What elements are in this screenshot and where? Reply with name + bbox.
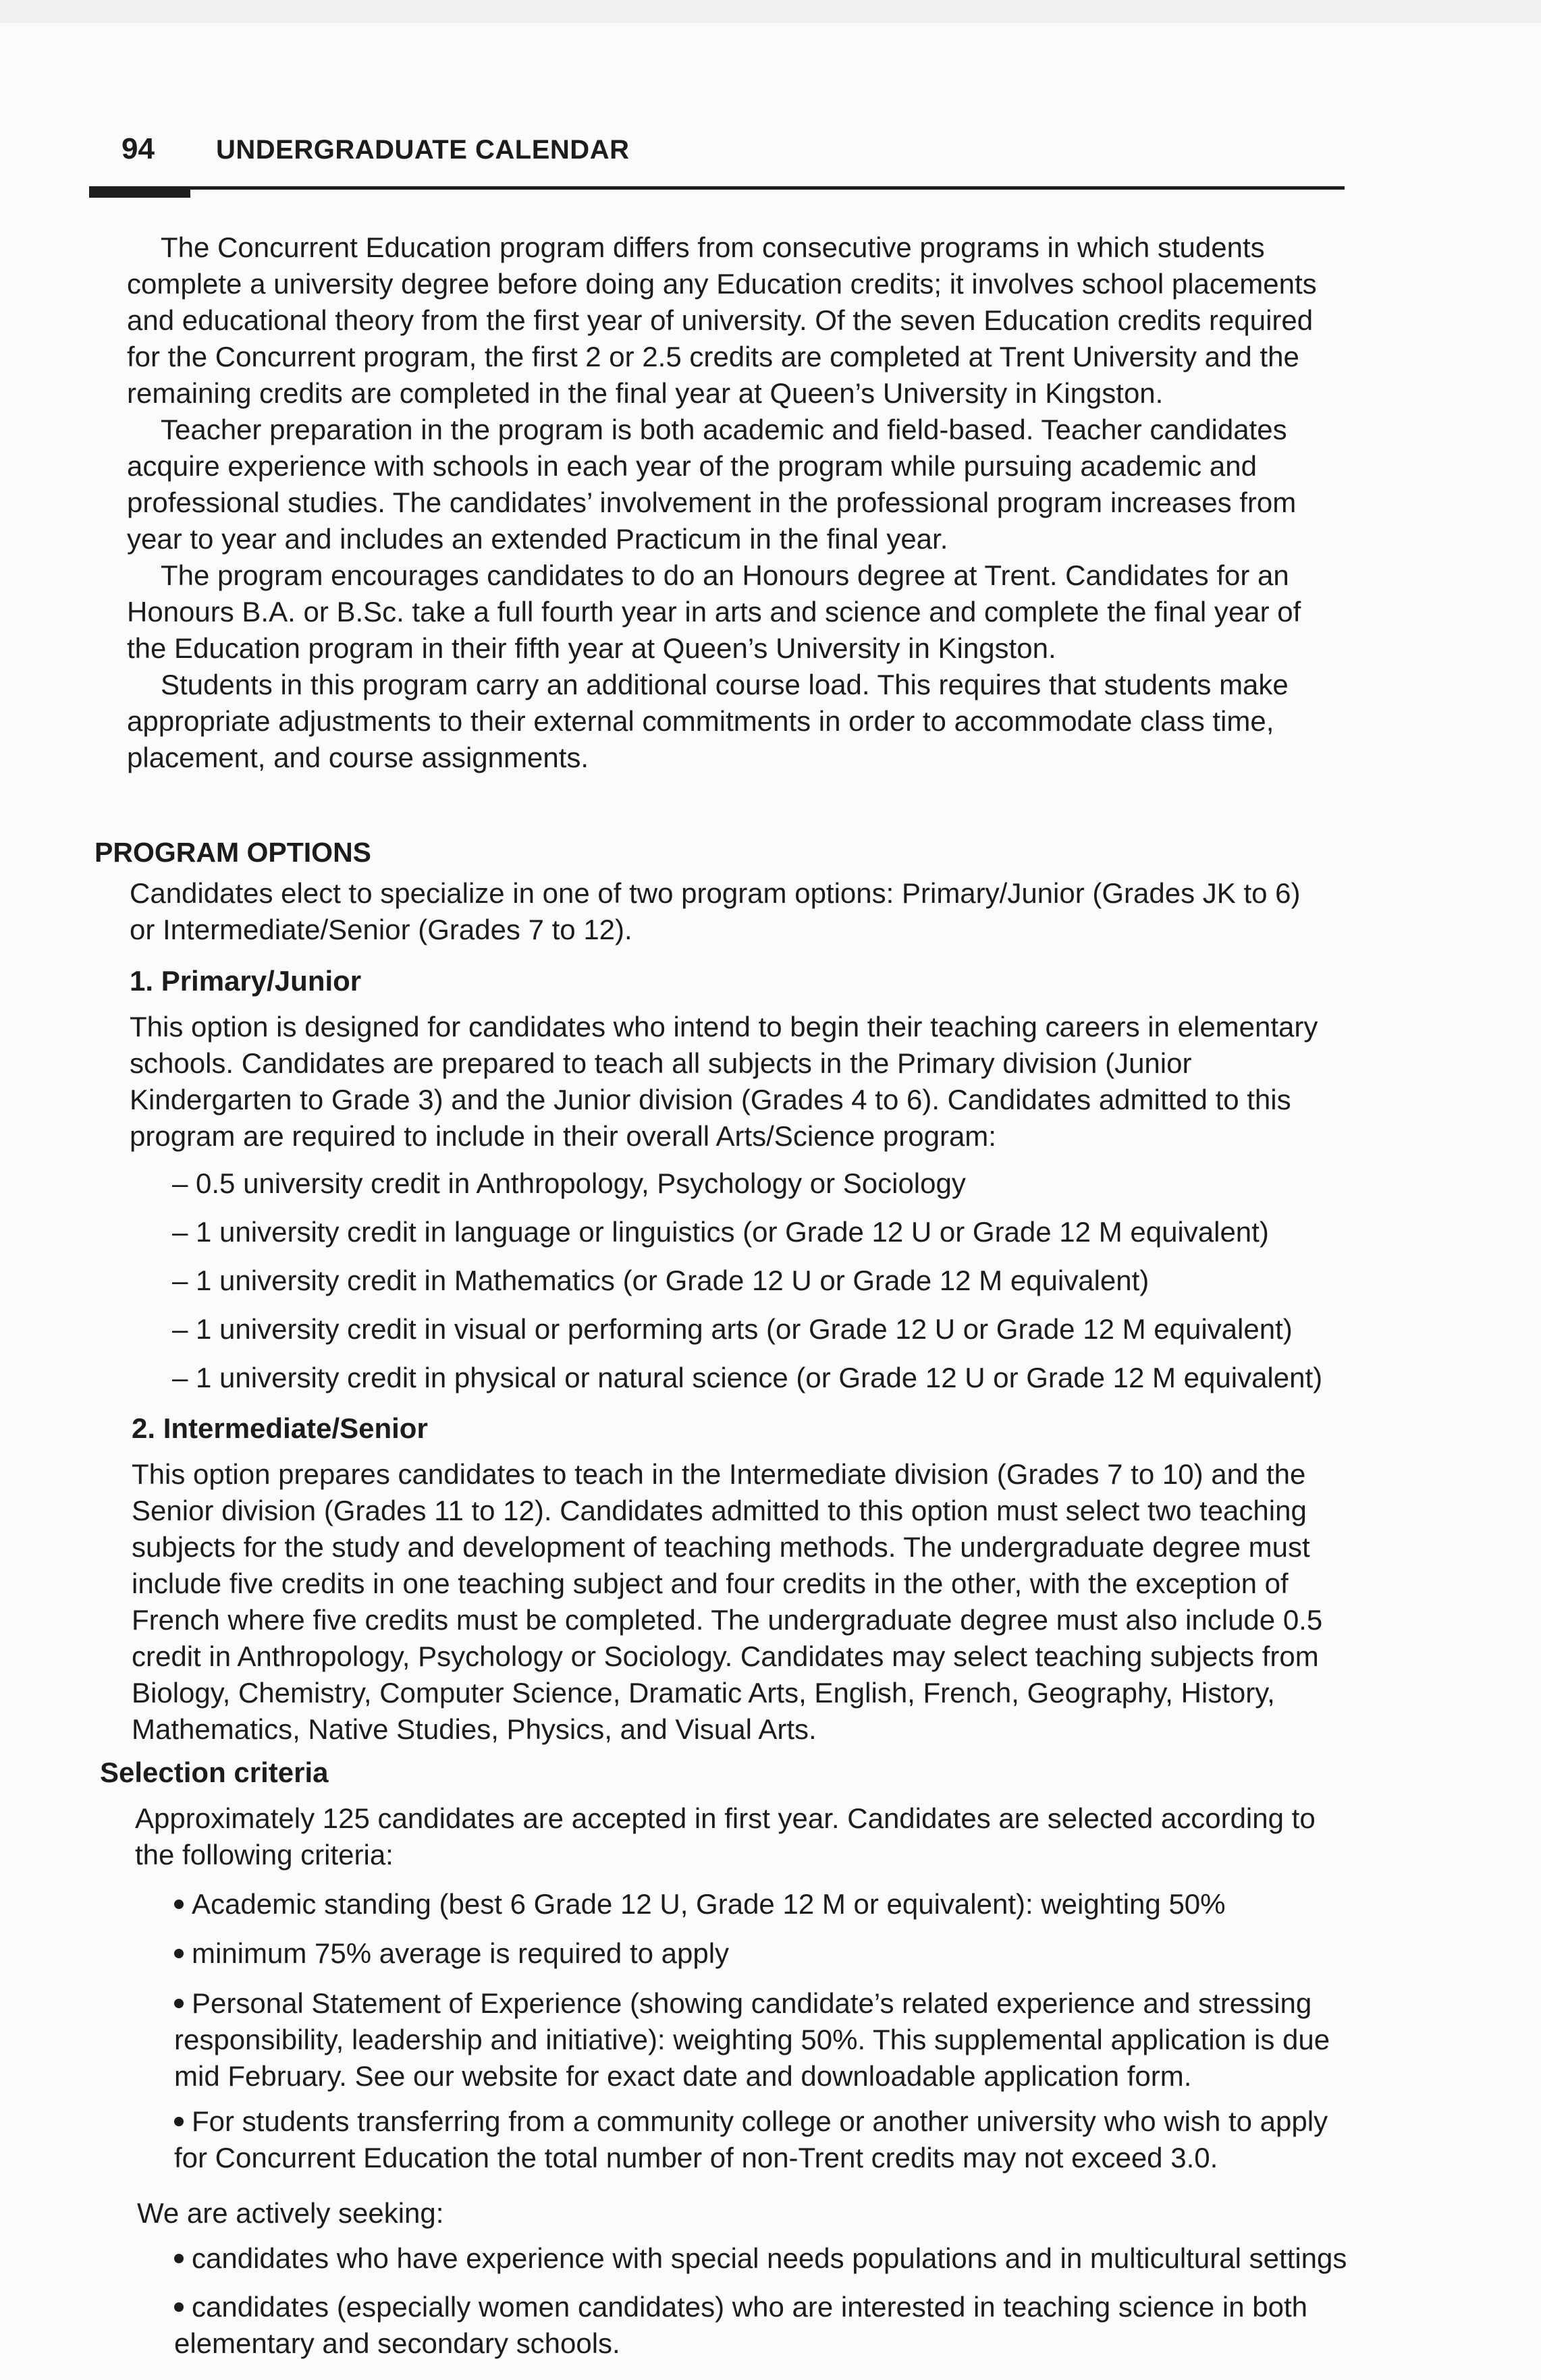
criteria-item: Personal Statement of Experience (showing candidate’s related experience and stressing responsibility, leadership and initiative): weighting 50%. This supplemental application is due mid February. See our website for exact date and downloadable application form. — [174, 1987, 1330, 2092]
intermediate-senior-heading: 2. Intermediate/Senior — [132, 1412, 428, 1444]
primary-junior-heading: 1. Primary/Junior — [130, 965, 362, 997]
criteria-item: For students transferring from a community college or another university who wish to apply for Concurrent Education the total number of non-Trent credits may not exceed 3.0. — [174, 2105, 1328, 2174]
requirement-item: – 1 university credit in Mathematics (or Grade 12 U or Grade 12 M equivalent) — [172, 1265, 1150, 1296]
intro-paragraph: Students in this program carry an additional course load. This requires that students make appropriate adjustments to their external commitments in order to accommodate class time, placement, and course assignments. — [127, 669, 1289, 773]
intro-text — [127, 229, 1335, 776]
page-number: 94 — [121, 132, 155, 165]
seeking-intro: We are actively seeking: — [137, 2197, 444, 2229]
header-rule — [89, 186, 1345, 190]
requirement-item: – 1 university credit in language or linguistics (or Grade 12 U or Grade 12 M equivalent) — [172, 1216, 1269, 1248]
selection-criteria-heading: Selection criteria — [100, 1756, 329, 1788]
program-options-intro: Candidates elect to specialize in one of two program options: Primary/Junior (Grades JK to 6) or Intermediate/Senior (Grades 7 to 12). — [130, 877, 1301, 945]
program-options-heading: PROGRAM OPTIONS — [94, 837, 372, 868]
running-head: UNDERGRADUATE CALENDAR — [216, 135, 630, 165]
page-header — [121, 132, 629, 166]
bullet-icon — [174, 2254, 184, 2263]
header-rule-accent — [89, 188, 190, 198]
scan-edge — [0, 0, 1541, 23]
requirement-item: – 1 university credit in visual or performing arts (or Grade 12 U or Grade 12 M equivalent) — [172, 1313, 1293, 1345]
selection-intro: Approximately 125 candidates are accepted in first year. Candidates are selected according to the following criteria: — [135, 1802, 1316, 1871]
intermediate-senior-text: This option prepares candidates to teach in the Intermediate division (Grades 7 to 10) and the Senior division (Grades 11 to 12). Candidates admitted to this option must select two teaching subjects for the study and development of teaching methods. The undergraduate degree must include five credits in one teaching subject and four credits in the other, with the exception of French where five credits must be completed. The undergraduate degree must also include 0.5 credit in Anthropology, Psychology or Sociology. Candidates may select teaching subjects from Biology, Chemistry, Computer Science, Dramatic Arts, English, French, Geography, History, Mathematics, Native Studies, Physics, and Visual Arts. — [132, 1458, 1323, 1745]
requirement-item: – 0.5 university credit in Anthropology, Psychology or Sociology — [172, 1167, 966, 1199]
bullet-icon — [174, 2117, 184, 2126]
criteria-item: Academic standing (best 6 Grade 12 U, Grade 12 M or equivalent): weighting 50% — [174, 1886, 1349, 1922]
seeking-item: candidates (especially women candidates) who are interested in teaching science in both elementary and secondary schools. — [174, 2291, 1307, 2359]
bullet-icon — [174, 1900, 184, 1909]
bullet-icon — [174, 2302, 184, 2312]
criteria-item: minimum 75% average is required to apply — [174, 1935, 1349, 1972]
intro-paragraph: The program encourages candidates to do an Honours degree at Trent. Candidates for an Honours B.A. or B.Sc. take a full fourth year in arts and science and complete the final year of the Education program in their fifth year at Queen’s University in Kingston. — [127, 559, 1301, 664]
bullet-icon — [174, 1949, 184, 1958]
intro-paragraph: The Concurrent Education program differs from consecutive programs in which students complete a university degree before doing any Education credits; it involves school placements and educational theory from the first year of university. Of the seven Education credits required for the Concurrent program, the first 2 or 2.5 credits are completed at Trent University and the remaining credits are completed in the final year at Queen’s University in Kingston. — [127, 231, 1317, 409]
seeking-item: candidates who have experience with special needs populations and in multicultural settings — [174, 2240, 1349, 2277]
requirement-item: – 1 university credit in physical or natural science (or Grade 12 U or Grade 12 M equivalent) — [172, 1362, 1323, 1393]
intro-paragraph: Teacher preparation in the program is both academic and field-based. Teacher candidates acquire experience with schools in each year of the program while pursuing academic and professional studies. The candidates’ involvement in the professional program increases from year to year and includes an extended Practicum in the final year. — [127, 414, 1297, 555]
bullet-icon — [174, 1999, 184, 2008]
primary-junior-text: This option is designed for candidates who intend to begin their teaching careers in elementary schools. Candidates are prepared to teach all subjects in the Primary division (Junior Kindergarten to Grade 3) and the Junior division (Grades 4 to 6). Candidates admitted to this program are required to include in their overall Arts/Science program: — [130, 1011, 1318, 1152]
